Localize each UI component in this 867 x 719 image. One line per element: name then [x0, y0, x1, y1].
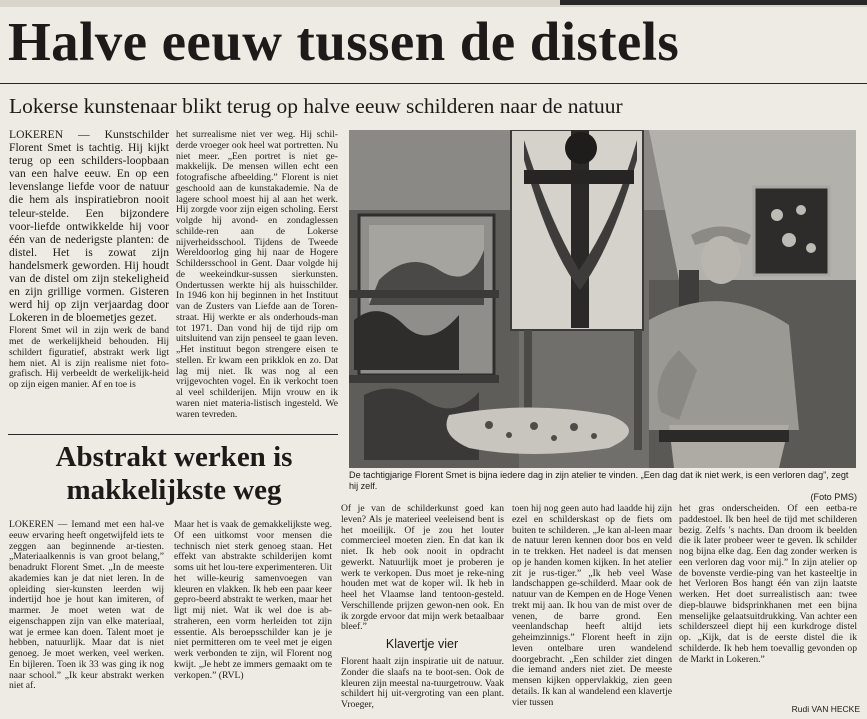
box-column-2-text: Maar het is vaak de gemakkelijkste weg. Of een uitkomst voor mensen die technisch niet sterk genoeg staan. Het effekt van abstrakte schilderijen komt soms uit het lou-tere experimenteren. Uit het wille-keurig samenvoegen van kleuren en vlakken. Ik heb een paar keer gepro-beerd abstrakt te werken, maar het ligt mij niet. Wat ik wel doe is ab-straheren, een vorm herleiden tot zijn essentie. Als beroepsschilder kan je je niet permitteren om te veel met je eigen werk verbonden te zijn, wil Florent nog kwijt. „Je hebt ze immers gemaakt om te verkopen.” (RVL) — [174, 520, 332, 681]
byline: Rudi VAN HECKE — [791, 704, 860, 714]
box-column-1-text: LOKEREN — Iemand met een hal-ve eeuw ervaring heeft ongetwijfeld iets te zeggen aan beginnende ar-tiesten. „Materiaalkennis is van groot belang,” benadrukt Florent Smet. „In de meeste akademies kan je dat niet leren. In de opleiding sier-kunsten leerden wij indertijd hoe je hout kan imiteren, of marmer. Je moet weten wat de eigenschappen zijn van elke materiaal, wat je ermee kan doen. Talent moet je hebben, natuurlijk. Maar dat is niet genoeg. Je moet werken, veel werken. En bijleren. Toen ik 33 was ging ik nog naar school.” „Ik keur abstrakt werken niet af. — [9, 520, 164, 692]
continuation-column-5 — [679, 504, 857, 702]
photo-caption — [349, 470, 857, 503]
lead-intro: LOKEREN — Kunstschilder Florent Smet is tachtig. Hij kijkt terug op een schilders-loopbaan van een halve eeuw. En op een levenslange liefde voor de natuur die hem als inspiratiebron nooit teleur-stelde. Een bijzondere voor-liefde ontwikkelde hij voor één van de nederigste planten: de distel. Het is zowat zijn handelsmerk geworden. Hij houdt van de distel om zijn stekeligheid en zijn grillige vormen. Gisteren werd hij op zijn verjaardag door Lokeren in de bloemetjes gezet. — [9, 128, 169, 325]
lead-article-column-1 — [9, 128, 169, 438]
lead-column-2-text: het surrealisme niet ver weg. Hij schil-derde vroeger ook heel wat portretten. Nu niet meer. „Een portret is niet ge-makkelijk. De mensen willen echt een fotografische afbeelding.” Florent is niet geschoold aan de kunstakademie. Na de lagere school moest hij al aan het werk. Hij zorgde voor zijn eigen scholing. Eerst volgde hij avond- en zondaglessen schilde-ren aan de Lokerse nijverheidsschool. Tijdens de Tweede Wereldoorlog ging hij naar de Hogere Schildersschool in Gent. Daar volgde hij de weekeindkur-sussen sierkunsten. Ondertussen werkte hij als huisschilder. In 1946 kon hij beginnen in het Instituut van de Zusters van Liefde aan de Toren-straat. Hij werkte er als onderhouds-man tot 1971. Dan vond hij de tijd rijp om uitsluitend van zijn penseel te gaan leven. „Het instituut begon strengere eisen te stellen. Er kwam een prikklok en zo. Dat lag mij niet. Ik was nog al een vrijgevochten vogel. En ik verkocht toen al veel schilderijen. Mijn vrouw en ik waren niet materia-listisch ingesteld. We waren tevreden. — [176, 130, 338, 420]
box-article-column-1 — [9, 520, 164, 707]
lead-body: Florent Smet wil in zijn werk de band met de werkelijkheid behouden. Hij schildert figuratief, abstrakt werk ligt hem niet. Al is zijn realisme niet foto-grafisch. Hij verbeeldt de werkelijk-heid op zijn eigen manier. Af en toe is — [9, 325, 169, 390]
caption-text: De tachtigjarige Florent Smet is bijna iedere dag in zijn atelier te vinden. „Een dag dat ik niet werk, is een verloren dag”, zegt hij zelf. — [349, 470, 849, 491]
box-top-rule — [8, 434, 338, 435]
clipping-edge — [560, 0, 867, 5]
lead-article-column-2 — [176, 130, 338, 430]
headline: Halve eeuw tussen de distels — [8, 11, 680, 72]
column-4-text: toen hij nog geen auto had laadde hij zijn ezel en schilderskast op de fiets om buiten te schilderen. „Je kan al-leen maar de natuur leren kennen door bos en veld in te trekken. Het nadeel is dat mensen op je handen komen kijken. In het atelier zit je rus-tiger.” „Ik heb veel Wase landschappen ge-schilderd. Maar ook de natuur van de Kempen en de Hoge Venen trekt mij aan. Ik hou van de mist over de venen, de barre grond. Een veenlandschap heeft altijd iets geheimzinnigs.” Florent heeft in zijn leven ontelbare uren wandelend doorgebracht. „Een schilder ziet dingen die iemand anders niet ziet. De meeste mensen kijken oppervlakkig, zien geen details. Ik kan al wandelend een klavertje vier tussen — [512, 504, 672, 708]
box-headline-line-2: makkelijkste weg — [66, 474, 282, 506]
continuation-column-3 — [341, 504, 504, 637]
box-headline-line-1: Abstrakt werken is — [55, 441, 293, 473]
atelier-photo — [349, 130, 856, 468]
headline-rule — [0, 83, 867, 84]
continuation-column-3-after — [341, 657, 504, 717]
atelier-photo-image — [349, 130, 856, 468]
photo-credit: (Foto PMS) — [810, 492, 857, 502]
subhead-klavertje-vier: Klavertje vier — [385, 637, 459, 651]
box-headline — [13, 441, 335, 507]
column-3-text: Of je van de schilderkunst goed kan leven? Als je materieel veeleisend bent is het moeilijk. Of je zou het louter commercieel moeten zien. En dat kan ik niet. Ik heb ook nooit in opdracht gewerkt. Natuurlijk moet je proberen je werk te verkopen. Dus moet je reke-ning houden met wat de koper wil. Ik heb in heel het Vlaamse land tentoon-gesteld. Verschillende prijzen gewon-nen ook. En ik zorgde ervoor dat mijn werk betaalbaar bleef.” — [341, 504, 504, 633]
column-5-text: het gras onderscheiden. Of een eetba-re paddestoel. Ik ben heel de tijd met schilderen bezig. Zelfs 's nachts. Dan droom ik beelden die ik later probeer weer te geven. Ik schilder nog bijna elke dag. Een dag zonder werken is een verloren dag voor mij.” In zijn atelier op de bovenste verdie-ping van het kasteeltje in het Verloren Bos hangt één van zijn laatste werken. Het doet surrealistisch aan: twee diep-blauwe bidsprinkhanen met een bijna menselijke gelaatsuitdrukking. Van achter een schilderszeel diept hij een kurkdroge distel op. „Kijk, dat is de eerste distel die ik schilderde. Ik heb hem toevallig gevonden op de Markt in Lokeren.” — [679, 504, 857, 665]
box-article-column-2 — [174, 520, 332, 707]
column-3-after-text: Florent haalt zijn inspiratie uit de natuur. Zonder die slaafs na te boot-sen. Ook de kleuren zijn meestal na-tuurgetrouw. Vaak schildert hij uit-vergroting van een plant. Vroeger, — [341, 657, 504, 710]
continuation-column-4 — [512, 504, 672, 719]
subheadline: Lokerse kunstenaar blikt terug op halve eeuw schilderen naar de natuur — [9, 94, 623, 118]
